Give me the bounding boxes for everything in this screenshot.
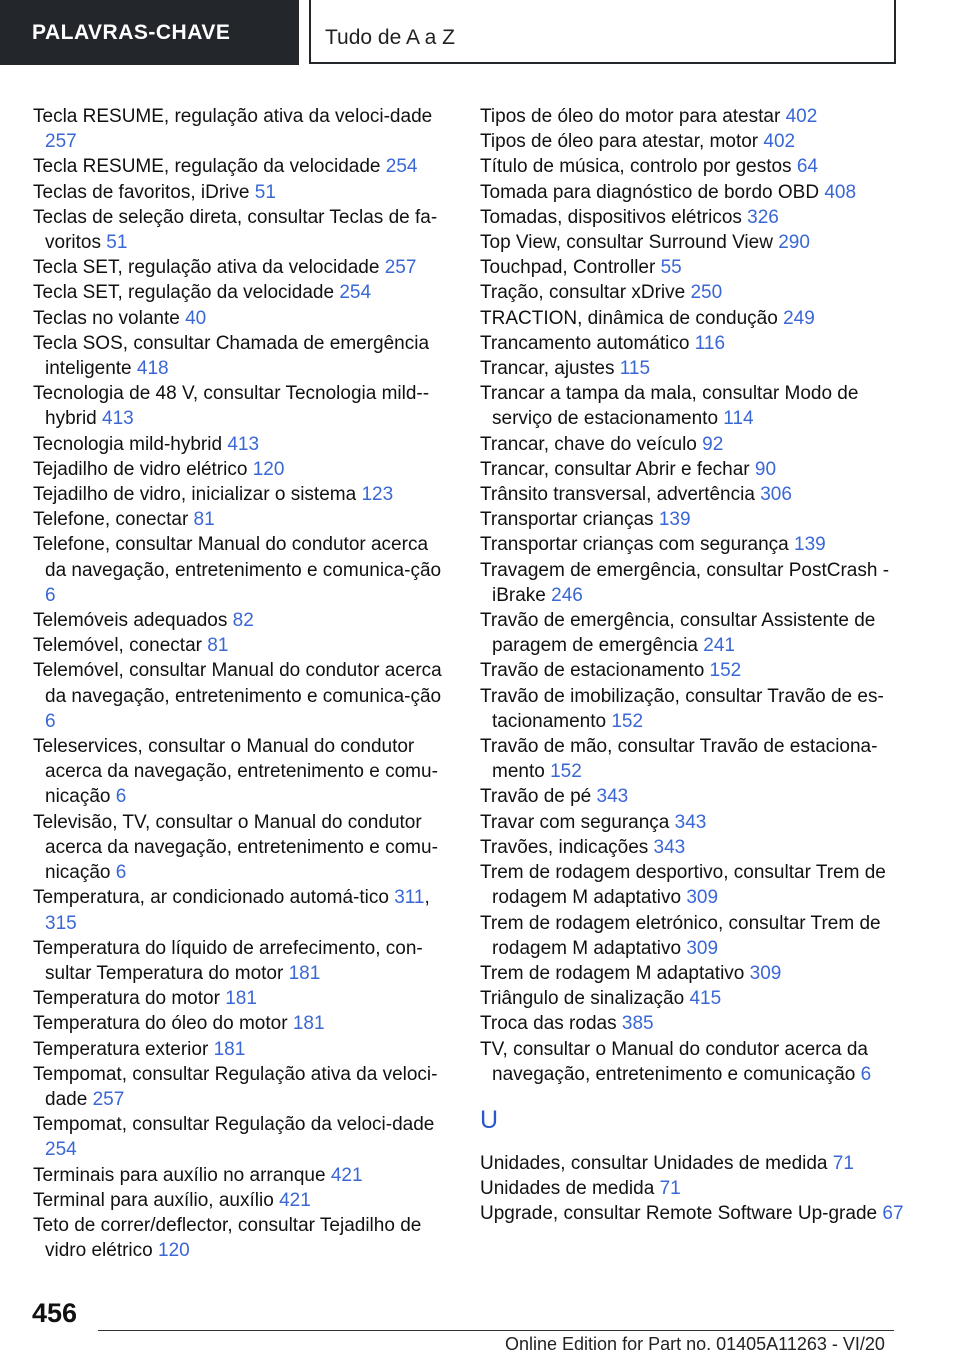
- index-entry: [480, 180, 910, 205]
- index-entry-text: Tecla SET, regulação ativa da velocidade: [33, 257, 380, 279]
- page-reference-link[interactable]: 139: [658, 509, 691, 531]
- page-reference-link[interactable]: 257: [384, 257, 417, 279]
- page-reference-link[interactable]: 116: [694, 332, 726, 354]
- index-entry-text: Telemóvel, consultar Manual do condutor acerca da navegação, entretenimento e comunica‐ção: [33, 660, 442, 707]
- index-entry: [33, 1037, 453, 1062]
- index-entry-text: Travão de pé: [480, 786, 592, 808]
- index-entry: [33, 205, 453, 255]
- index-entry: [33, 507, 453, 532]
- index-entry: [33, 104, 453, 154]
- index-list-u: [480, 1151, 910, 1227]
- page-reference-link[interactable]: 6: [115, 786, 127, 808]
- index-column-left: [33, 104, 453, 1263]
- index-entry-text: Título de música, controlo por gestos: [480, 156, 792, 178]
- index-entry-text: Temperatura do motor: [33, 988, 220, 1010]
- index-entry: [33, 1011, 453, 1036]
- index-entry: [480, 1151, 910, 1176]
- index-entry-text: Trancar, chave do veículo: [480, 433, 697, 455]
- index-entry: [480, 734, 910, 784]
- page-reference-link[interactable]: 152: [709, 660, 742, 682]
- section-title: Tudo de A a Z: [311, 0, 896, 64]
- index-entry: [33, 306, 453, 331]
- page-reference-link[interactable]: 254: [45, 1139, 77, 1161]
- index-entry: [33, 633, 453, 658]
- index-entry-text: Unidades, consultar Unidades de medida: [480, 1152, 828, 1174]
- index-letter-heading: U: [480, 1105, 499, 1134]
- page-reference-link[interactable]: 413: [227, 433, 260, 455]
- index-entry-text: Trem de rodagem M adaptativo: [480, 962, 745, 984]
- page-reference-link[interactable]: 55: [660, 257, 682, 279]
- index-entry: [33, 280, 453, 305]
- index-entry: [480, 860, 910, 910]
- index-entry-text: Temperatura do óleo do motor: [33, 1013, 288, 1035]
- index-entry-text: Trem de rodagem desportivo, consultar Trem de rodagem M adaptativo: [480, 862, 886, 909]
- index-entry-text: Trânsito transversal, advertência: [480, 484, 755, 506]
- page-reference-link[interactable]: 343: [653, 836, 686, 858]
- index-entry: [480, 1011, 910, 1036]
- page-reference-link[interactable]: 120: [158, 1240, 190, 1262]
- index-entry: [480, 835, 910, 860]
- page-reference-link[interactable]: 254: [339, 282, 372, 304]
- index-entry: [33, 255, 453, 280]
- index-entry-text: Trancar a tampa da mala, consultar Modo de serviço de estacionamento: [480, 383, 859, 430]
- index-entry: [33, 1188, 453, 1213]
- index-entry-text: Teclas no volante: [33, 307, 180, 329]
- index-entry-text: Tomada para diagnóstico de bordo OBD: [480, 181, 820, 203]
- index-entry: [33, 532, 453, 608]
- page-reference-link[interactable]: 6: [45, 710, 56, 732]
- index-entry-text: Tecla SOS, consultar Chamada de emergência inteligente: [33, 332, 430, 380]
- index-entry-text: Transportar crianças: [480, 509, 654, 531]
- index-entry: [480, 356, 910, 381]
- index-entry: [33, 381, 453, 431]
- page-reference-link[interactable]: 6: [115, 862, 127, 884]
- index-entry: [33, 658, 453, 734]
- index-entry-text: Tecla SET, regulação da velocidade: [33, 282, 335, 304]
- page-reference-link[interactable]: 90: [754, 458, 777, 480]
- index-entry: [480, 432, 910, 457]
- page-reference-link[interactable]: 51: [254, 181, 276, 203]
- index-entry: [480, 230, 910, 255]
- index-entry-text: Tejadilho de vidro elétrico: [33, 458, 248, 480]
- index-entry: [33, 180, 453, 205]
- page-reference-link[interactable]: 139: [794, 534, 826, 556]
- index-entry-text: Teclas de favoritos, iDrive: [33, 181, 250, 203]
- page-reference-link[interactable]: 241: [703, 635, 735, 657]
- index-entry-text: Travões, indicações: [480, 836, 649, 858]
- page-reference-link[interactable]: 418: [136, 358, 169, 380]
- index-entry-text: Tecnologia de 48 V, consultar Tecnologia mild-‐hybrid: [33, 383, 430, 430]
- index-entry: [33, 482, 453, 507]
- index-entry: [480, 911, 910, 961]
- page-number: 456: [32, 1298, 78, 1328]
- index-entry: [480, 306, 910, 331]
- index-entry: [480, 658, 910, 683]
- page-reference-link[interactable]: 408: [824, 181, 857, 203]
- index-entry-text: Terminais para auxílio no arranque: [33, 1164, 326, 1186]
- index-entry: [480, 280, 910, 305]
- page-reference-link[interactable]: 181: [225, 988, 257, 1010]
- page-reference-link[interactable]: 81: [193, 509, 215, 531]
- index-entry-text: Tecla RESUME, regulação da velocidade: [33, 156, 381, 178]
- page-reference-link[interactable]: 115: [619, 358, 651, 380]
- index-entry-text: Tipos de óleo do motor para atestar: [480, 106, 781, 127]
- index-entry: [480, 129, 910, 154]
- page-reference-link[interactable]: 415: [689, 988, 722, 1010]
- section-tab: PALAVRAS-CHAVE: [0, 0, 299, 65]
- index-entry: [33, 1213, 453, 1263]
- page-reference-link[interactable]: 181: [292, 1013, 325, 1035]
- index-entry-text: Telemóveis adequados: [33, 610, 228, 632]
- index-entry: [480, 810, 910, 835]
- index-entry: [33, 810, 453, 886]
- index-entry: [480, 104, 910, 129]
- index-entry-text: Touchpad, Controller: [480, 257, 656, 279]
- index-entry-text: Televisão, TV, consultar o Manual do condutor acerca da navegação, entretenimento e comu‐nicação: [33, 811, 438, 884]
- index-entry: [480, 1176, 910, 1201]
- page-reference-link[interactable]: 92: [702, 433, 724, 455]
- index-entry: [33, 331, 453, 381]
- index-entry: [480, 558, 910, 608]
- edition-text: Online Edition for Part no. 01405A11263 - VI/20: [505, 1334, 885, 1354]
- page-reference-link[interactable]: 421: [330, 1164, 363, 1186]
- page-reference-link[interactable]: 402: [763, 131, 796, 153]
- page-reference-link[interactable]: 309: [686, 887, 719, 909]
- page-reference-link[interactable]: 385: [621, 1013, 654, 1035]
- index-entry: [480, 1201, 910, 1226]
- page-reference-link[interactable]: 290: [778, 232, 810, 254]
- page-reference-link[interactable]: 343: [596, 786, 629, 808]
- page-reference-link[interactable]: 413: [102, 408, 134, 430]
- page-reference-link[interactable]: 181: [213, 1038, 246, 1060]
- index-entry: [33, 734, 453, 810]
- index-entry: [33, 1112, 453, 1162]
- index-entry: [480, 608, 910, 658]
- index-entry-text: Telefone, consultar Manual do condutor acerca da navegação, entretenimento e comunica‐ção: [33, 534, 442, 581]
- page-reference-link[interactable]: 309: [749, 962, 782, 984]
- page-reference-link[interactable]: 6: [45, 584, 56, 606]
- index-entry-text: Teto de correr/deflector, consultar Tejadilho de vidro elétrico: [33, 1214, 422, 1262]
- index-entry-text: TV, consultar o Manual do condutor acerca da navegação, entretenimento e comunicação: [480, 1038, 868, 1085]
- index-entry-text: Temperatura exterior: [33, 1038, 209, 1060]
- index-entry: [480, 457, 910, 482]
- index-entry-text: Transportar crianças com segurança: [480, 534, 789, 556]
- index-entry-text: TRACTION, dinâmica de condução: [480, 307, 778, 329]
- index-entry-text: Upgrade, consultar Remote Software Up‐grade: [480, 1203, 878, 1225]
- page-reference-link[interactable]: 311: [394, 887, 425, 909]
- page-reference-link[interactable]: 81: [207, 635, 229, 657]
- page-reference-link[interactable]: 6: [860, 1063, 872, 1085]
- page-reference-link[interactable]: 152: [611, 710, 644, 732]
- index-entry-text: Triângulo de sinalização: [480, 988, 685, 1010]
- page-reference-link[interactable]: 326: [747, 206, 779, 228]
- index-entry-text: Tipos de óleo para atestar, motor: [480, 131, 759, 153]
- page-reference-link[interactable]: 152: [550, 761, 582, 783]
- index-entry-text: Tomadas, dispositivos elétricos: [480, 206, 742, 228]
- index-entry: [480, 255, 910, 280]
- page-reference-link[interactable]: 181: [288, 962, 321, 984]
- index-entry-text: Teleservices, consultar o Manual do condutor acerca da navegação, entretenimento e comu‐nicação: [33, 736, 438, 808]
- index-entry: [480, 1037, 910, 1087]
- page-reference-link[interactable]: 402: [785, 106, 818, 127]
- index-entry-text: Unidades de medida: [480, 1178, 655, 1200]
- index-entry-text: Trem de rodagem eletrónico, consultar Trem de rodagem M adaptativo: [480, 912, 881, 959]
- index-entry-text: Travão de emergência, consultar Assistente de paragem de emergência: [480, 610, 876, 657]
- index-entry: [480, 331, 910, 356]
- index-entry: [480, 532, 910, 557]
- index-entry-text: Temperatura do líquido de arrefecimento, con‐sultar Temperatura do motor: [33, 937, 423, 984]
- page-reference-link[interactable]: 71: [659, 1178, 681, 1200]
- index-entry-text: Telemóvel, conectar: [33, 635, 202, 657]
- index-entry: [33, 457, 453, 482]
- index-entry-text: Tecnologia mild-hybrid: [33, 433, 223, 455]
- page-reference-link[interactable]: 249: [783, 307, 815, 329]
- index-entry: [33, 432, 453, 457]
- page-reference-link[interactable]: 250: [690, 282, 723, 304]
- index-entry-text: Tejadilho de vidro, inicializar o sistema: [33, 484, 357, 506]
- index-entry-text: Telefone, conectar: [33, 509, 189, 531]
- page-reference-link[interactable]: 64: [796, 156, 818, 178]
- index-entry-text: Tração, consultar xDrive: [480, 282, 686, 304]
- page-reference-link[interactable]: 421: [279, 1189, 311, 1211]
- index-entry-text: Temperatura, ar condicionado automá‐tico: [33, 887, 389, 909]
- page-reference-link[interactable]: 67: [882, 1203, 904, 1225]
- index-entry-text: Travão de estacionamento: [480, 660, 705, 682]
- page-reference-link[interactable]: 51: [106, 232, 128, 254]
- index-entry: [480, 482, 910, 507]
- index-entry-text: Trancar, ajustes: [480, 358, 615, 380]
- index-entry-text: Teclas de seleção direta, consultar Teclas de fa‐voritos: [33, 206, 438, 254]
- index-entry-text: Tecla RESUME, regulação ativa da veloci‐dade: [33, 106, 433, 127]
- index-entry-text: Terminal para auxílio, auxílio: [33, 1189, 274, 1211]
- page-reference-link[interactable]: 123: [361, 484, 394, 506]
- page-reference-link[interactable]: 82: [232, 610, 254, 632]
- index-entry-text: Travão de imobilização, consultar Travão de es‐tacionamento: [480, 685, 884, 732]
- index-entry: [33, 154, 453, 179]
- index-entry: [480, 205, 910, 230]
- index-entry-text: Top View, consultar Surround View: [480, 232, 773, 254]
- index-entry-text: Trancar, consultar Abrir e fechar: [480, 458, 750, 480]
- footer-divider: [98, 1330, 894, 1331]
- index-entry-text: Troca das rodas: [480, 1013, 617, 1035]
- page-reference-link[interactable]: 254: [385, 156, 418, 178]
- page-reference-link[interactable]: 309: [686, 937, 719, 959]
- index-column-right: [480, 104, 910, 1227]
- index-entry: [480, 986, 910, 1011]
- index-entry: [480, 961, 910, 986]
- index-entry: [33, 1163, 453, 1188]
- index-entry: [33, 608, 453, 633]
- page-reference-link[interactable]: 315: [45, 912, 77, 934]
- page-reference-link[interactable]: 343: [674, 811, 707, 833]
- index-entry: [33, 936, 453, 986]
- page-reference-link[interactable]: 40: [185, 307, 207, 329]
- page-reference-link[interactable]: 257: [92, 1088, 125, 1110]
- page-reference-link[interactable]: 71: [832, 1152, 854, 1174]
- index-entry-text: Tempomat, consultar Regulação da veloci‐dade: [33, 1114, 435, 1136]
- page-reference-link[interactable]: 114: [723, 408, 754, 430]
- index-entry: [480, 154, 910, 179]
- page-reference-link[interactable]: 120: [252, 458, 285, 480]
- index-entry: [33, 1062, 453, 1112]
- page-header: [0, 0, 960, 66]
- page-reference-link[interactable]: 246: [551, 584, 583, 606]
- index-entry-text: Travar com segurança: [480, 811, 670, 833]
- index-entry: Temperatura, ar condicionado automá‐tico 311, 315: [33, 887, 430, 934]
- index-entry: [480, 784, 910, 809]
- index-list-t-continued: [480, 104, 910, 1087]
- index-entry: [33, 986, 453, 1011]
- index-entry: [480, 684, 910, 734]
- page-reference-link[interactable]: 257: [45, 131, 77, 153]
- page-reference-link[interactable]: 306: [760, 484, 792, 506]
- index-entry-text: Travão de mão, consultar Travão de estaciona‐mento: [480, 736, 878, 783]
- index-entry-text: Trancamento automático: [480, 332, 690, 354]
- index-entry-text: Travagem de emergência, consultar PostCrash - iBrake: [480, 559, 890, 606]
- index-entry: [480, 381, 910, 431]
- index-entry: [480, 507, 910, 532]
- index-entry-text: Tempomat, consultar Regulação ativa da veloci‐dade: [33, 1063, 438, 1110]
